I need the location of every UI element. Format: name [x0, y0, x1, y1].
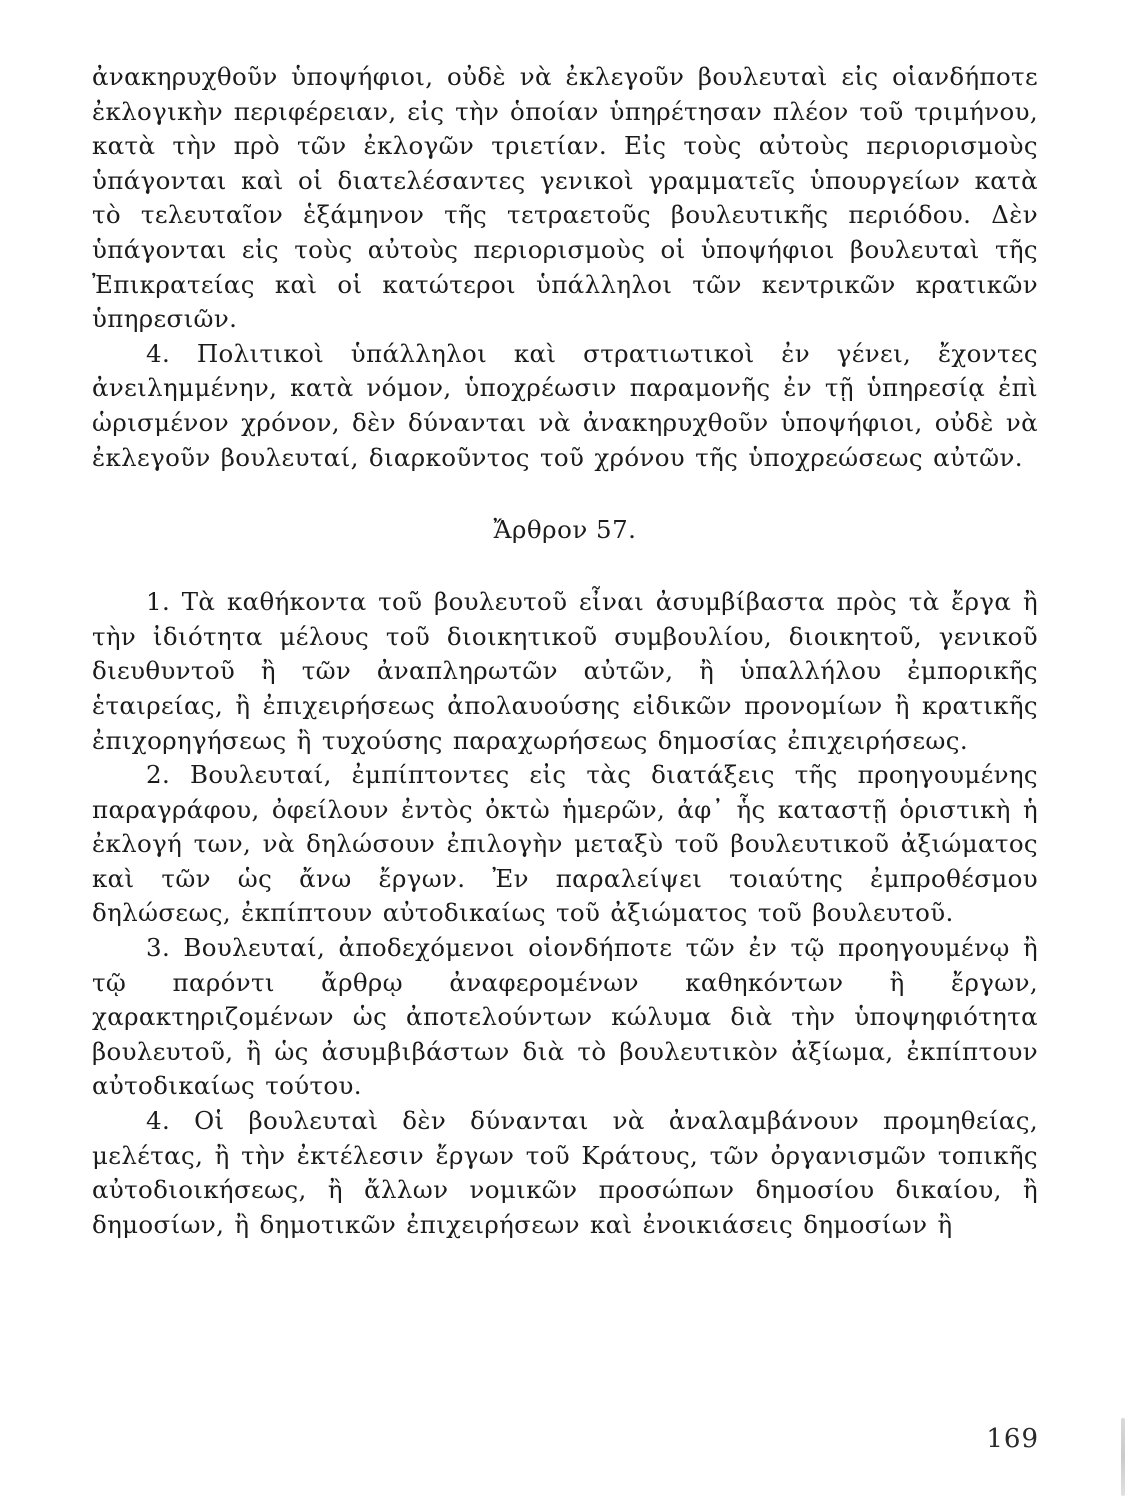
article-paragraph-4: 4. Οἱ βουλευταὶ δὲν δύνανται νὰ ἀναλαμβάνουν προμηθείας, μελέτας, ἢ τὴν ἐκτέλεσιν ἔργων τοῦ Κράτους, τῶν ὀργανισμῶν τοπικῆς αὐτοδιοικήσεως, ἢ ἄλλων νομικῶν προσώπων δημοσίου δικαίου, ἢ δημοσίων, ἢ δημοτικῶν ἐπιχειρήσεων καὶ ἐνοικιάσεις δημοσίων ἢ — [92, 1106, 1038, 1239]
paragraph-continuation: ἀνακηρυχθοῦν ὑποψήφιοι, οὐδὲ νὰ ἐκλεγοῦν βουλευταὶ εἰς οἱανδήποτε ἐκλογικὴν περιφέρειαν, εἰς τὴν ὁποίαν ὑπηρέτησαν πλέον τοῦ τριμήνου, κατὰ τὴν πρὸ τῶν ἐκλογῶν τριετίαν. Εἰς τοὺς αὐτοὺς περιορισμοὺς ὑπάγονται καὶ οἱ διατελέσαντες γενικοὶ γραμματεῖς ὑπουργείων κατὰ τὸ τελευταῖον ἑξάμηνον τῆς τετραετοῦς βουλευτικῆς περιόδου. Δὲν ὑπάγονται εἰς τοὺς αὐτοὺς περιορισμοὺς οἱ ὑποψήφιοι βουλευταὶ τῆς Ἐπικρατείας καὶ οἱ κατώτεροι ὑπάλληλοι τῶν κεντρικῶν κρατικῶν ὑπηρεσιῶν. — [92, 62, 1038, 334]
scan-margin-mark — [1121, 1418, 1125, 1496]
page-number: 169 — [986, 1424, 1039, 1454]
article-paragraph-2: 2. Βουλευταί, ἐμπίπτοντες εἰς τὰς διατάξεις τῆς προηγουμένης παραγράφου, ὀφείλουν ἐντὸς ὀκτὼ ἡμερῶν, ἀφ᾽ ἧς καταστῇ ὁριστικὴ ἡ ἐκλογή των, νὰ δηλώσουν ἐπιλογὴν μεταξὺ τοῦ βουλευτικοῦ ἀξιώματος καὶ τῶν ὡς ἄνω ἔργων. Ἐν παραλείψει τοιαύτης ἐμπροθέσμου δηλώσεως, ἐκπίπτουν αὐτοδικαίως τοῦ ἀξιώματος τοῦ βουλευτοῦ. — [92, 760, 1038, 928]
article-heading: Ἄρθρον 57. — [493, 515, 637, 545]
paragraph-4: 4. Πολιτικοὶ ὑπάλληλοι καὶ στρατιωτικοὶ ἐν γένει, ἔχοντες ἀνειλημμένην, κατὰ νόμον, ὑποχρέωσιν παραμονῆς ἐν τῇ ὑπηρεσίᾳ ἐπὶ ὡρισμένον χρόνον, δὲν δύνανται νὰ ἀνακηρυχθοῦν ὑποψήφιοι, οὐδὲ νὰ ἐκλεγοῦν βουλευταί, διαρκοῦντος τοῦ χρόνου τῆς ὑποχρεώσεως αὐτῶν. — [92, 338, 1038, 472]
page-body — [92, 60, 1038, 1242]
article-paragraph-1: 1. Τὰ καθήκοντα τοῦ βουλευτοῦ εἶναι ἀσυμβίβαστα πρὸς τὰ ἔργα ἢ τὴν ἰδιότητα μέλους τοῦ διοικητικοῦ συμβουλίου, διοικητοῦ, γενικοῦ διευθυντοῦ ἢ τῶν ἀναπληρωτῶν αὐτῶν, ἢ ὑπαλλήλου ἐμπορικῆς ἑταιρείας, ἢ ἐπιχειρήσεως ἀπολαυούσης εἰδικῶν προνομίων ἢ κρατικῆς ἐπιχορηγήσεως ἢ τυχούσης παραχωρήσεως δημοσίας ἐπιχειρήσεως. — [92, 587, 1038, 755]
article-paragraph-3: 3. Βουλευταί, ἀποδεχόμενοι οἱονδήποτε τῶν ἐν τῷ προηγουμένῳ ἢ τῷ παρόντι ἄρθρῳ ἀναφερομένων καθηκόντων ἢ ἔργων, χαρακτηριζομένων ὡς ἀποτελούντων κώλυμα διὰ τὴν ὑποψηφιότητα βουλευτοῦ, ἢ ὡς ἀσυμβιβάστων διὰ τὸ βουλευτικὸν ἀξίωμα, ἐκπίπτουν αὐτοδικαίως τούτου. — [92, 933, 1038, 1101]
